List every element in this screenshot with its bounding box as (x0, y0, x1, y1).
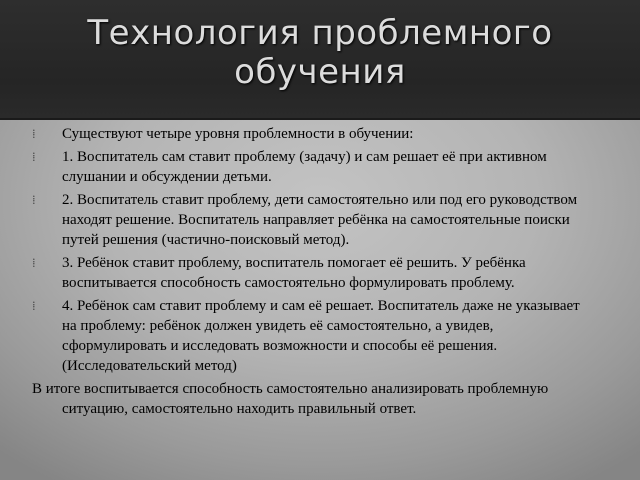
bullet-icon: ⁞ (32, 192, 36, 207)
bullet-text: 3. Ребёнок ставит проблему, воспитатель помогает её решить. У ребёнка воспитывается способность самостоятельно формулировать проблему. (62, 255, 526, 291)
bullet-icon: ⁞ (32, 255, 36, 270)
bullet-text: Существуют четыре уровня проблемности в обучении: (62, 126, 414, 142)
title-band (0, 0, 640, 120)
bullet-item (0, 296, 625, 376)
bullet-icon: ⁞ (32, 126, 36, 141)
bullet-text: 2. Воспитатель ставит проблему, дети самостоятельно или под его руководством находят решение. Воспитатель направляет ребёнка на самостоятельные поиски путей решения (частично-поисковый метод). (62, 192, 578, 248)
summary-text: В итоге воспитывается способность самостоятельно анализировать проблемную ситуацию, самостоятельно находить правильный ответ. (32, 381, 549, 417)
bullet-item (0, 147, 625, 187)
bullet-icon: ⁞ (32, 298, 36, 313)
bullet-item (0, 190, 625, 250)
bullet-icon: ⁞ (32, 149, 36, 164)
bullet-item (0, 124, 625, 144)
bullet-text: 1. Воспитатель сам ставит проблему (задачу) и сам решает её при активном слушании и обсуждении детьми. (62, 149, 547, 185)
bullet-text: 4. Ребёнок сам ставит проблему и сам её решает. Воспитатель даже не указывает на проблему: ребёнок должен увидеть её самостоятельно, а увидев, сформулировать и исследовать возможности и способы её решения. (Исследовательский метод) (62, 298, 580, 374)
slide-content (0, 124, 640, 422)
slide-title: Технология проблемного обучения (87, 13, 553, 92)
bullet-item (0, 253, 625, 293)
